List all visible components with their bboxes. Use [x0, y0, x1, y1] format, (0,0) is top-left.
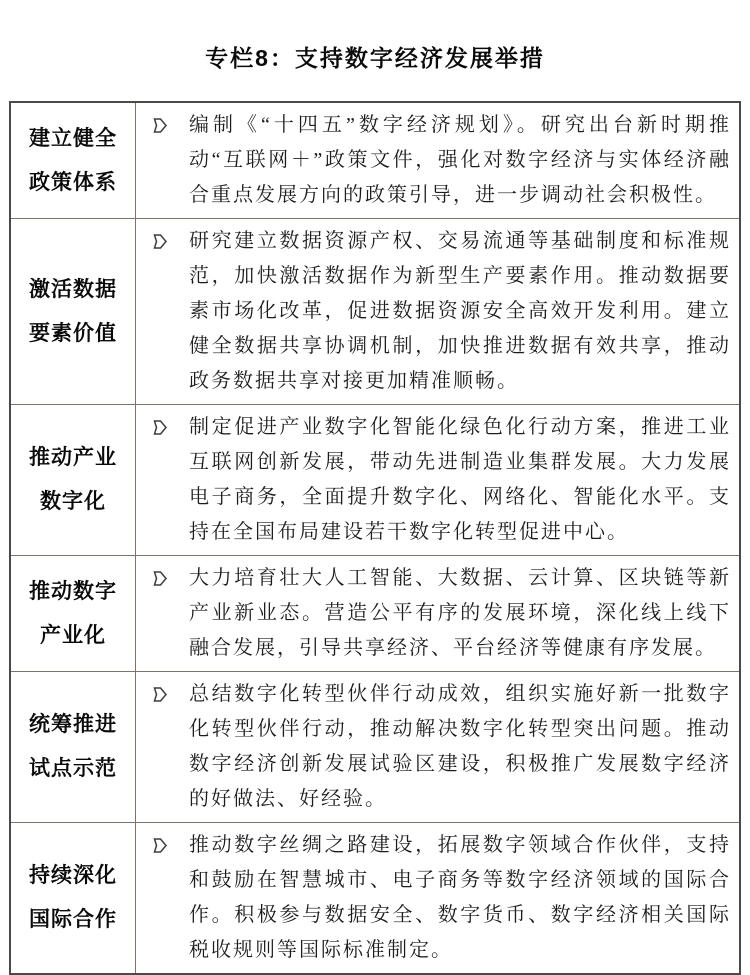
- row-label-line: 统筹推进: [29, 713, 117, 736]
- table-row: [11, 103, 739, 218]
- right-arrow-icon: [136, 677, 189, 704]
- row-label-line: 政策体系: [29, 170, 117, 194]
- row-text: 制定促进产业数字化智能化绿色化行动方案，推进工业互联网创新发展，带动先进制造业集群发展。大力发展电子商务，全面提升数字化、网络化、智能化水平。支持在全国布局建设若干数字化转型促进中心。: [189, 416, 731, 543]
- row-text: 总结数字化转型伙伴行动成效，组织实施好新一批数字化转型伙伴行动，推动解决数字化转型突出问题。推动数字经济创新发展试验区建设，积极推广发展数字经济的好做法、好经验。: [189, 683, 731, 810]
- row-text: 研究建立数据资源产权、交易流通等基础制度和标准规范，加快激活数据作为新型生产要素作用。推动数据要素市场化改革，促进数据资源安全高效开发利用。建立健全数据共享协调机制，加快推进数据有效共享，推动政务数据共享对接更加精准顺畅。: [189, 230, 731, 392]
- row-content: [136, 556, 739, 671]
- row-label-line: 建立健全: [29, 126, 117, 150]
- table-row: [11, 404, 739, 555]
- row-content: [136, 103, 739, 218]
- page-title: 专栏8：支持数字经济发展举措: [205, 45, 545, 71]
- row-label-line: 要素价值: [29, 321, 117, 345]
- row-label: [11, 405, 136, 555]
- row-content: [136, 672, 739, 822]
- row-content: [136, 823, 739, 973]
- row-label-line: 产业化: [40, 623, 106, 647]
- row-label: [11, 823, 136, 973]
- right-arrow-icon: [136, 561, 189, 588]
- right-arrow-icon: [136, 410, 189, 437]
- row-text: 大力培育壮大人工智能、大数据、云计算、区块链等新产业新业态。营造公平有序的发展环境，深化线上线下融合发展，引导共享经济、平台经济等健康有序发展。: [189, 567, 731, 659]
- row-label: [11, 556, 136, 671]
- row-label: [11, 219, 136, 404]
- right-arrow-icon: [136, 224, 189, 251]
- table-row: [11, 218, 739, 404]
- row-label: [11, 103, 136, 218]
- row-label-line: 激活数据: [29, 277, 117, 301]
- row-label-line: 推动产业: [29, 446, 117, 469]
- right-arrow-icon: [136, 828, 189, 855]
- row-label-line: 试点示范: [29, 757, 117, 780]
- measures-table: [9, 101, 741, 975]
- row-label-line: 数字化: [40, 490, 106, 513]
- row-content: [136, 405, 739, 555]
- table-row: [11, 822, 739, 973]
- row-content: [136, 219, 739, 404]
- right-arrow-icon: [136, 108, 189, 135]
- table-row: [11, 555, 739, 671]
- row-label-line: 推动数字: [29, 579, 117, 603]
- row-label-line: 持续深化: [29, 864, 117, 887]
- row-text: 编制《“十四五”数字经济规划》。研究出台新时期推动“互联网＋”政策文件，强化对数字经济与实体经济融合重点发展方向的政策引导，进一步调动社会积极性。: [189, 114, 731, 206]
- row-text: 推动数字丝绸之路建设，拓展数字领域合作伙伴，支持和鼓励在智慧城市、电子商务等数字经济领域的国际合作。积极参与数据安全、数字货币、数字经济相关国际税收规则等国际标准制定。: [189, 834, 731, 961]
- row-label-line: 国际合作: [29, 908, 117, 931]
- row-label: [11, 672, 136, 822]
- table-row: [11, 671, 739, 822]
